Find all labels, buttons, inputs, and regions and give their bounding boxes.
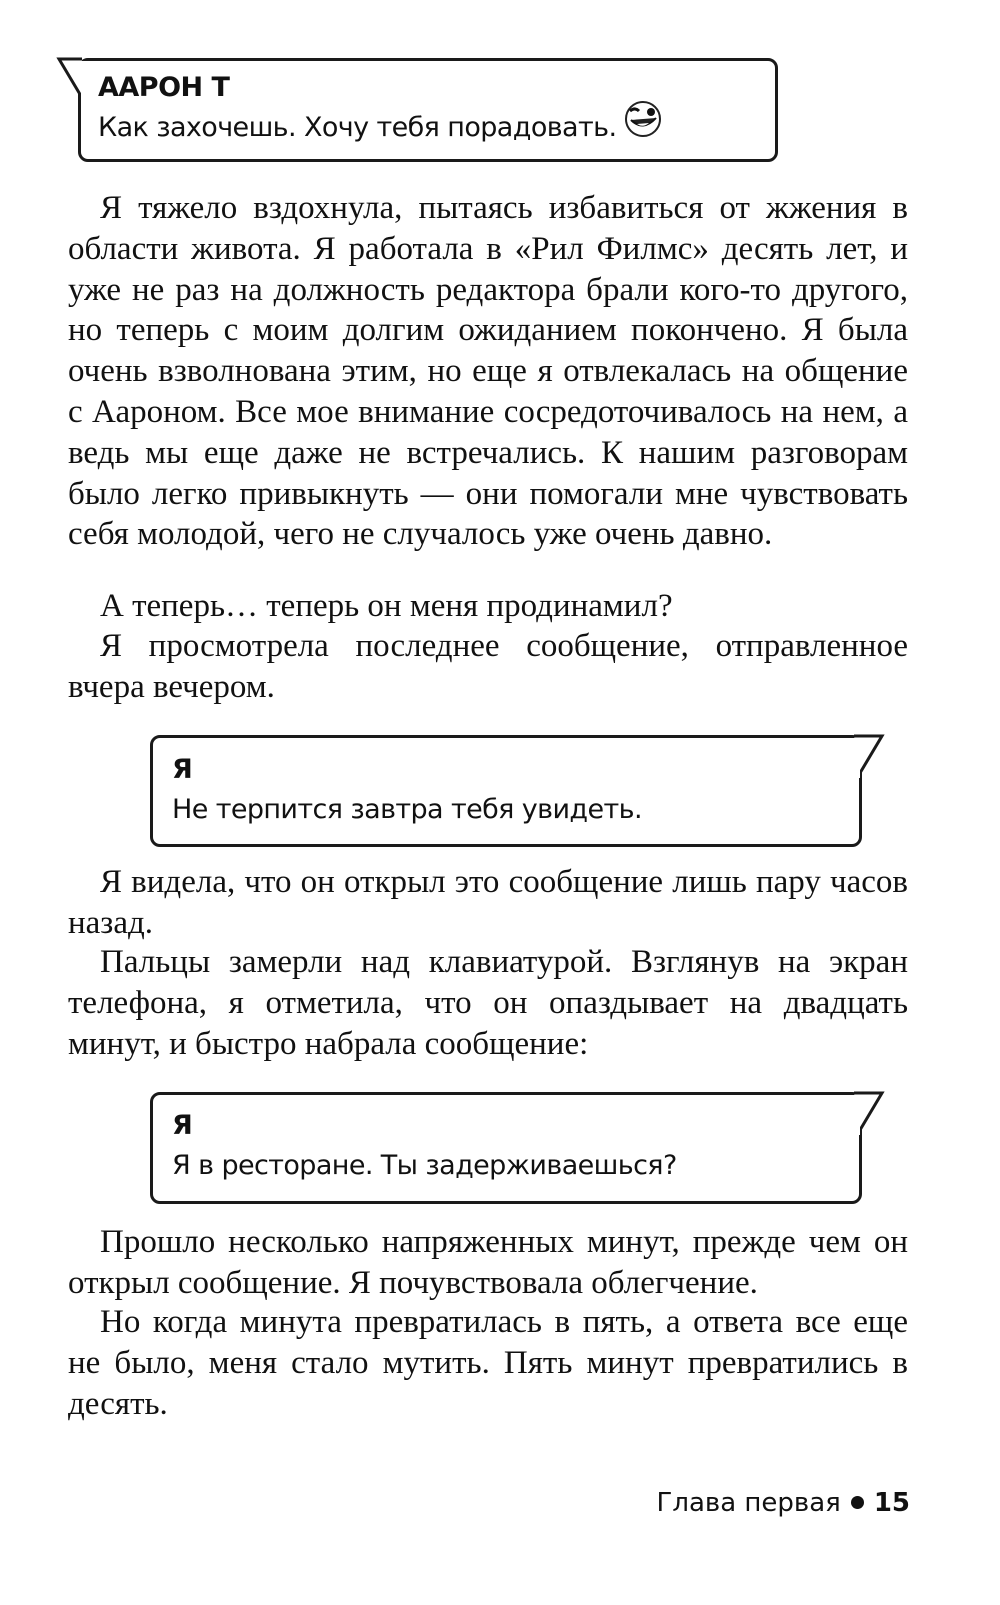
chapter-title: Глава первая	[656, 1488, 841, 1518]
winking-smiley-icon	[619, 98, 667, 140]
bullet-icon	[851, 1496, 864, 1509]
paragraph: А теперь… теперь он меня продинамил?	[100, 588, 673, 624]
message-text: Я в ресторане. Ты задерживаешься?	[172, 1150, 677, 1181]
message-text: Как захочешь. Хочу тебя порадовать.	[98, 112, 617, 143]
message-bubble-me	[150, 1092, 862, 1204]
message-sender: Я	[172, 754, 193, 785]
paragraph: Я тяжело вздохнула, пытаясь избавиться от жжения в области живота. Я работала в «Рил Филмс» десять лет, и уже не раз на должность редактора брали кого-то другого, но теперь с моим долгим ожиданием покончено. Я была очень взволнована этим, но еще я отвлекалась на общение с Аароном. Все мое внимание сосредоточивалось на нем, а ведь мы еще даже не встречались. К нашим разговорам было легко привыкнуть — они помогали мне чувствовать себя молодой, чего не случалось уже очень давно.	[68, 190, 908, 553]
paragraph: Прошло несколько напряженных минут, прежде чем он открыл сообщение. Я почувствовала облегчение.	[68, 1224, 908, 1301]
paragraph: Пальцы замерли над клавиатурой. Взглянув на экран телефона, я отметила, что он опаздывает на двадцать минут, и быстро набрала сообщение:	[68, 944, 908, 1062]
paragraph: Я просмотрела последнее сообщение, отправленное вчера вечером.	[68, 628, 908, 705]
bubble-tail-right	[840, 1090, 886, 1140]
message-bubble-me	[150, 735, 862, 847]
page-footer	[656, 1488, 910, 1518]
page-number: 15	[873, 1488, 910, 1518]
message-sender: Я	[172, 1110, 193, 1141]
bubble-tail-right	[840, 733, 886, 783]
paragraph: Но когда минута превратилась в пять, а ответа все еще не было, меня стало мутить. Пять минут превратились в десять.	[68, 1304, 908, 1422]
message-text: Не терпится завтра тебя увидеть.	[172, 794, 642, 825]
bubble-tail-left	[56, 56, 96, 106]
paragraph: Я видела, что он открыл это сообщение лишь пару часов назад.	[68, 864, 908, 941]
message-sender: ААРОН Т	[98, 72, 230, 103]
